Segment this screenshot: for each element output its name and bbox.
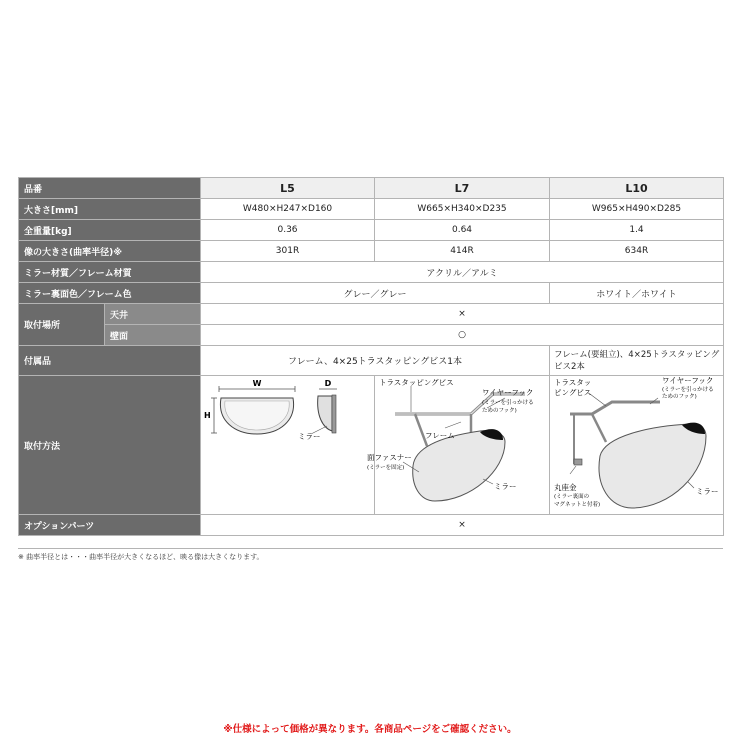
- diagram-l7-cell: [367, 376, 550, 515]
- label-h: H: [204, 411, 211, 420]
- mirror-dome: [413, 431, 505, 501]
- back-color-l10: ホワイト／ホワイト: [550, 283, 724, 304]
- diagram-l5: [201, 376, 375, 514]
- material-row: [19, 262, 724, 283]
- size-l10: W965×H490×D285: [550, 199, 724, 220]
- accessories-l10: フレーム(要組立)、4×25トラスタッピングビス2本: [550, 346, 724, 376]
- image-size-l5: 301R: [201, 241, 375, 262]
- weight-l5: 0.36: [201, 220, 375, 241]
- accessories-label: 付属品: [19, 346, 201, 376]
- wall-label: 壁面: [105, 325, 201, 346]
- image-size-l7: 414R: [375, 241, 550, 262]
- label-screw-l7: トラスタッピングビス: [379, 378, 454, 387]
- label-round-plate-l10: 丸座金: [554, 483, 577, 492]
- label-wire-hook-l10: ワイヤーフック: [662, 376, 714, 385]
- options-value: ×: [201, 515, 724, 536]
- mount-method-row: [19, 376, 724, 515]
- accessories-l5-l7: フレーム、4×25トラスタッピングビス1本: [201, 346, 550, 376]
- label-wire-hook-l7: ワイヤーフック: [482, 388, 534, 397]
- label-wire-hook-note1-l7: (ミラーを引っかける: [482, 400, 534, 406]
- weight-l7: 0.64: [375, 220, 550, 241]
- image-size-label: 像の大きさ(曲率半径)※: [19, 241, 201, 262]
- label-screw1-l10: トラスタッ: [554, 378, 592, 387]
- label-d: D: [324, 379, 332, 388]
- label-w: W: [252, 379, 262, 388]
- wall-value: ○: [201, 325, 724, 346]
- footnote-divider: [18, 548, 723, 549]
- model-l5: L5: [201, 178, 375, 199]
- model-l10: L10: [550, 178, 724, 199]
- back-color-l5-l7: グレー／グレー: [201, 283, 550, 304]
- label-mirror-l7: ミラー: [494, 482, 517, 491]
- diagram-l7: [367, 376, 550, 514]
- mount-place-label: 取付場所: [19, 304, 105, 346]
- options-row: [19, 515, 724, 536]
- weight-l10: 1.4: [550, 220, 724, 241]
- material-value: アクリル／アルミ: [201, 262, 724, 283]
- options-label: オプションパーツ: [19, 515, 201, 536]
- back-color-label: ミラー裏面色／フレーム色: [19, 283, 201, 304]
- label-round-plate-note1-l10: (ミラー裏面の: [554, 494, 590, 500]
- image-size-l10: 634R: [550, 241, 724, 262]
- spec-table: [18, 177, 724, 536]
- mirror-dome-l10: [599, 424, 706, 508]
- size-l7: W665×H340×D235: [375, 199, 550, 220]
- model-header: 品番: [19, 178, 201, 199]
- material-label: ミラー材質／フレーム材質: [19, 262, 201, 283]
- label-wire-hook-note1-l10: (ミラーを引っかける: [662, 387, 714, 393]
- label-fastener-l7: 面ファスナー: [367, 453, 412, 462]
- label-round-plate-note2-l10: マグネットと付着): [554, 502, 601, 508]
- ceiling-label: 天井: [105, 304, 201, 325]
- label-wire-hook-note2-l10: ためのフック): [662, 394, 697, 400]
- footnote: ※ 曲率半径とは・・・曲率半径が大きくなるほど、映る像は大きくなります。: [18, 553, 264, 561]
- diagram-l5-cell: [201, 376, 375, 515]
- model-l7: L7: [375, 178, 550, 199]
- size-row: [19, 199, 724, 220]
- diagram-l10-cell: [550, 376, 724, 515]
- label-frame-l7: フレーム: [425, 431, 455, 440]
- back-color-row: [19, 283, 724, 304]
- size-l5: W480×H247×D160: [201, 199, 375, 220]
- weight-label: 全重量[kg]: [19, 220, 201, 241]
- label-mirror-l10: ミラー: [696, 487, 719, 496]
- ceiling-row: [19, 304, 724, 325]
- label-fastener-note-l7: (ミラーを固定): [367, 465, 405, 471]
- wall-row: [19, 325, 724, 346]
- accessories-row: [19, 346, 724, 376]
- label-screw2-l10: ピングビス: [554, 388, 592, 397]
- frame-arm-l10: [570, 402, 660, 414]
- wall-frame: [332, 395, 336, 433]
- weight-row: [19, 220, 724, 241]
- label-wire-hook-note2-l7: ためのフック): [482, 408, 517, 414]
- mount-method-label: 取付方法: [19, 376, 201, 515]
- model-row: [19, 178, 724, 199]
- image-size-row: [19, 241, 724, 262]
- size-label: 大きさ[mm]: [19, 199, 201, 220]
- mirror-side-shape: [318, 396, 332, 431]
- label-mirror-l5: ミラー: [298, 432, 321, 441]
- round-plate-shape: [574, 459, 582, 465]
- price-note: ※仕様によって価格が異なります。各商品ページをご確認ください。: [223, 724, 517, 735]
- ceiling-value: ×: [201, 304, 724, 325]
- diagram-l10: [550, 376, 724, 514]
